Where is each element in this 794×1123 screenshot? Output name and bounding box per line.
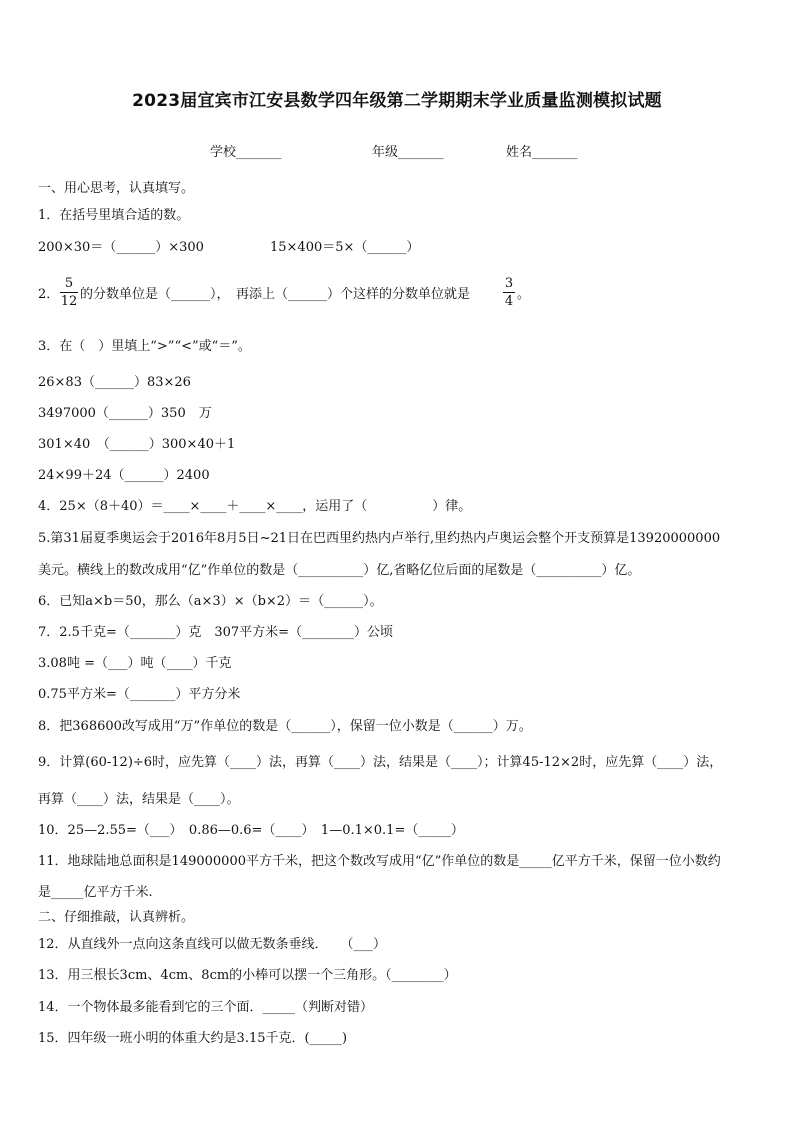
question-9-line-2: 再算（____）法，结果是（____）。 [38,792,240,807]
question-4: 4．25×（8＋40）＝____×____＋____×____，运用了（ ）律。 [38,499,472,514]
question-5-line-2: 美元。横线上的数改成用“亿”作单位的数是（__________）亿,省略亿位后面的尾数是（__________）亿。 [38,563,641,578]
question-3-part-b: 3497000（______）350 万 [38,406,212,421]
question-6: 6．已知a×b＝50，那么（a×3）×（b×2）＝（______）。 [38,594,383,609]
school-field: 学校_______ [210,145,282,160]
question-15: 15．四年级一班小明的体重大约是3.15千克．(_____) [38,1031,348,1046]
fraction-3-4 [503,276,515,309]
question-3-part-d: 24×99＋24（______）2400 [38,468,210,483]
grade-field: 年级_______ [372,145,444,160]
question-2-number: 2． [38,287,60,302]
fraction-denominator: 12 [60,294,78,309]
section-heading-2: 二、仔细推敲，认真辨析。 [38,910,195,925]
question-9-line-1: 9．计算(60-12)÷6时，应先算（____）法，再算（____）法，结果是（____）；计算45-12×2时，应先算（____）法， [38,755,723,770]
question-1-part-b: 15×400＝5×（______） [270,240,420,255]
fraction-numerator: 3 [504,276,514,291]
question-3-part-a: 26×83（______）83×26 [38,375,191,390]
fraction-numerator: 5 [64,276,74,291]
question-2-end: 。 [517,287,531,302]
question-14: 14．一个物体最多能看到它的三个面．_____（判断对错） [38,1000,374,1015]
section-heading-1: 一、用心思考，认真填写。 [38,181,195,196]
question-7-line-1: 7．2.5千克=（_______）克 307平方米=（________）公顷 [38,625,394,640]
question-12: 12．从直线外一点向这条直线可以做无数条垂线． （___） [38,937,387,952]
question-11-line-1: 11．地球陆地总面积是149000000平方千米，把这个数改写成用“亿”作单位的数是_____亿平方千米，保留一位小数约 [38,854,721,869]
fraction-bar [503,292,515,293]
question-8: 8．把368600改写成用“万”作单位的数是（______），保留一位小数是（______）万。 [38,719,532,734]
name-field: 姓名_______ [506,145,578,160]
question-11-line-2: 是_____亿平方千米. [38,885,153,900]
fraction-bar [60,292,78,293]
question-10: 10．25—2.55=（___） 0.86—0.6=（____） 1—0.1×0.1=（_____） [38,823,464,838]
fraction-denominator: 4 [504,294,514,309]
question-7-line-2: 3.08吨 =（___）吨（____）千克 [38,656,232,671]
question-5-line-1: 5.第31届夏季奥运会于2016年8月5日~21日在巴西里约热内卢举行,里约热内卢奥运会整个开支预算是13920000000 [38,531,721,546]
question-2-text: 的分数单位是（______）， 再添上（______）个这样的分数单位就是 [80,287,471,302]
page-title: 2023届宜宾市江安县数学四年级第二学期期末学业质量监测模拟试题 [132,91,662,111]
fraction-5-12 [60,276,78,309]
question-7-line-3: 0.75平方米=（_______）平方分米 [38,687,241,702]
question-13: 13．用三根长3cm、4cm、8cm的小棒可以摆一个三角形。（________） [38,968,457,983]
question-3-part-c: 301×40 （______）300×40＋1 [38,437,236,452]
question-1: 1．在括号里填合适的数。 [38,208,190,223]
question-3: 3．在（ ）里填上“>”“<”或“＝”。 [38,339,251,354]
question-1-part-a: 200×30＝（______）×300 [38,240,204,255]
